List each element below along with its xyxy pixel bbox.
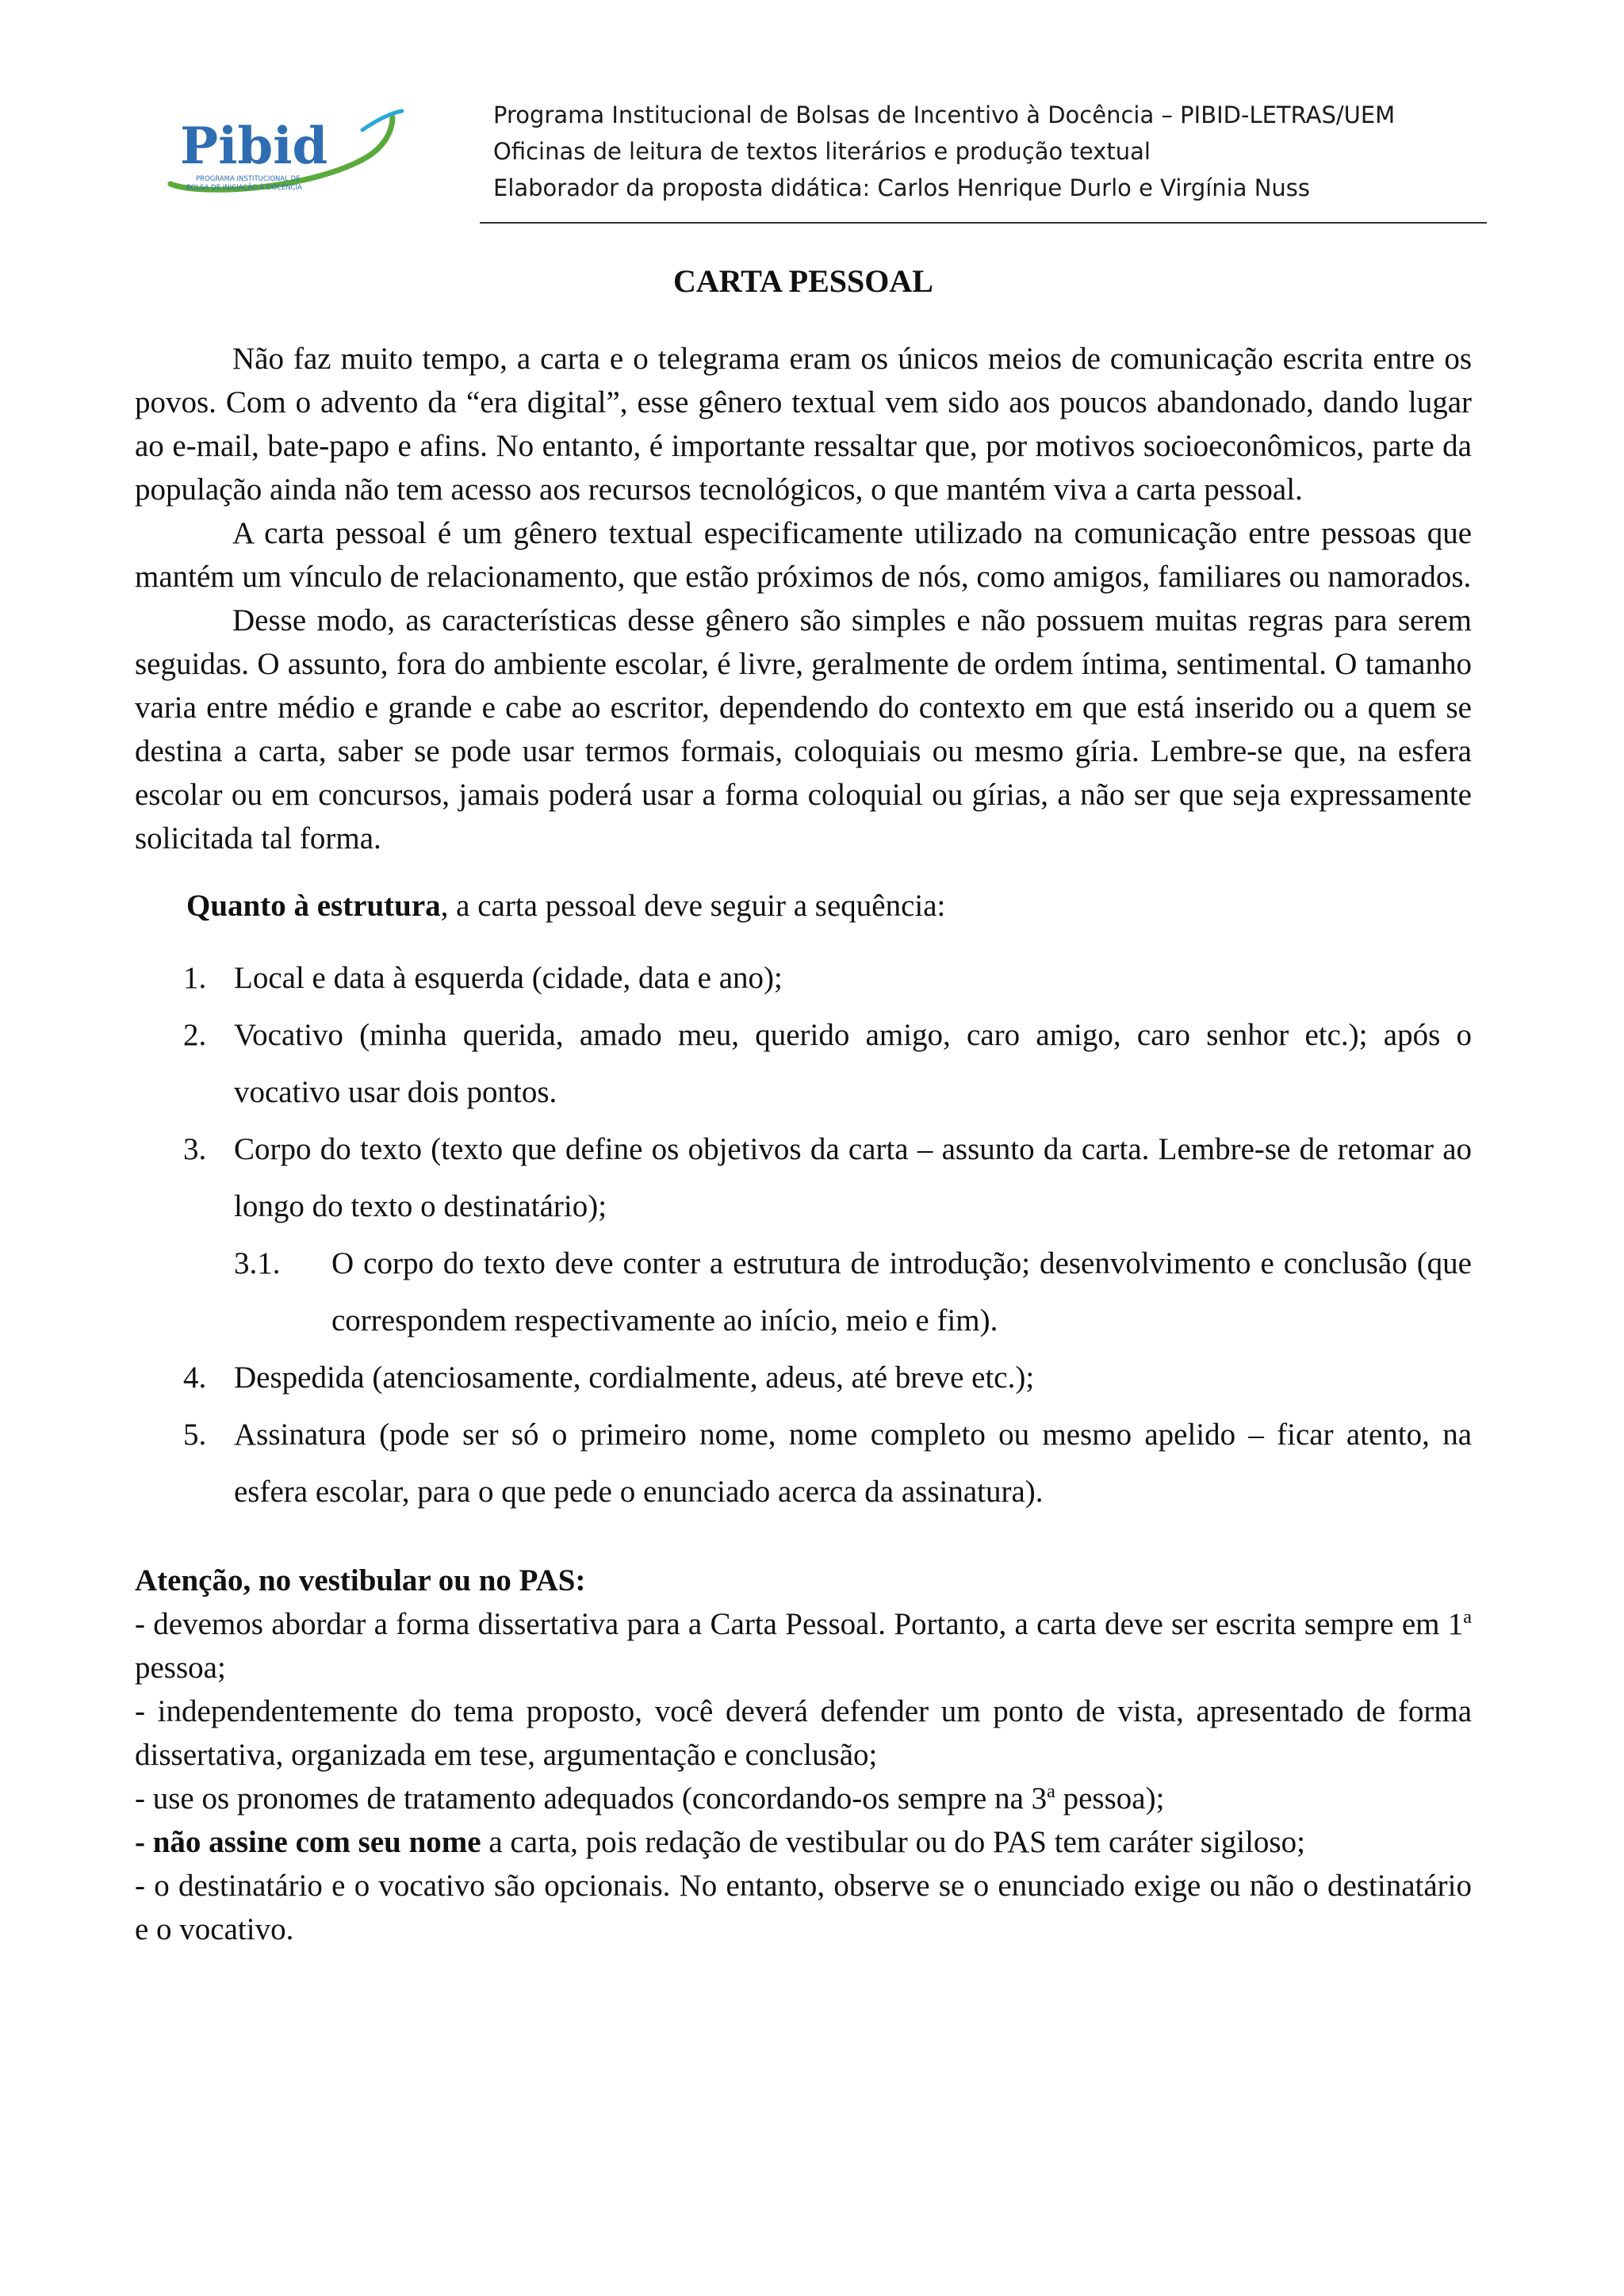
attention-item-1-sup: a: [1463, 1606, 1472, 1628]
attention-item-1-end: pessoa;: [135, 1651, 226, 1685]
paragraph-1: Não faz muito tempo, a carta e o telegrama eram os únicos meios de comunicação escrita entre os povos. Com o advento da “era digital”, esse gênero textual vem sido aos poucos abandonado, dando lugar ao e-mail, bate-papo e afins. No entanto, é importante ressaltar que, por motivos socioeconômicos, parte da população ainda não tem acesso aos recursos tecnológicos, o que mantém viva a carta pessoal.: [135, 342, 1472, 507]
list-item-text: Despedida (atenciosamente, cordialmente, adeus, até breve etc.);: [234, 1360, 1035, 1395]
list-item-text: Local e data à esquerda (cidade, data e ano);: [234, 961, 783, 995]
list-subitem: [135, 1235, 1472, 1349]
logo-subtitle-2: BOLSA DE INICIAÇÃO À DOCÊNCIA: [186, 184, 302, 192]
structure-intro-bold: Quanto à estrutura: [186, 889, 441, 923]
logo-subtitle-1: PROGRAMA INSTITUCIONAL DE: [196, 175, 301, 183]
list-item-text: Vocativo (minha querida, amado meu, querido amigo, caro amigo, caro senhor etc.); após o vocativo usar dois pontos.: [234, 1018, 1472, 1109]
list-item: [135, 950, 1472, 1007]
logo-wordmark: Pibid: [180, 117, 328, 176]
attention-item-3-text: - use os pronomes de tratamento adequados (concordando-os sempre na 3: [135, 1781, 1048, 1816]
page-header: [493, 97, 1492, 206]
header-program: Programa Institucional de Bolsas de Incentivo à Docência – PIBID-LETRAS/UEM: [493, 101, 1396, 128]
attention-item-3-end: pessoa);: [1055, 1781, 1165, 1816]
list-item-text: Assinatura (pode ser só o primeiro nome, nome completo ou mesmo apelido – ficar atento, na esfera escolar, para o que pede o enunciado acerca da assinatura).: [234, 1418, 1472, 1509]
structure-intro: [186, 884, 1472, 928]
list-item-text: Corpo do texto (texto que define os objetivos da carta – assunto da carta. Lembre-se de retomar ao longo do texto o destinatário);: [234, 1132, 1472, 1223]
structure-list: [135, 950, 1472, 1521]
header-workshop: Oficinas de leitura de textos literários e produção textual: [493, 138, 1151, 165]
document-body: [135, 258, 1472, 1951]
list-item-number: 1.: [183, 961, 207, 995]
attention-item-4-bold: - não assine com seu nome: [135, 1825, 481, 1859]
list-item-text: O corpo do texto deve conter a estrutura de introdução; desenvolvimento e conclusão (que correspondem respectivamente ao início, meio e fim).: [331, 1246, 1472, 1337]
paragraph-2: A carta pessoal é um gênero textual especificamente utilizado na comunicação entre pessoas que mantém um vínculo de relacionamento, que estão próximos de nós, como amigos, familiares ou namorados.: [135, 516, 1472, 594]
attention-item-2: - independentemente do tema proposto, você deverá defender um ponto de vista, apresentado de forma dissertativa, organizada em tese, argumentação e conclusão;: [135, 1694, 1472, 1772]
attention-title: Atenção, no vestibular ou no PAS:: [135, 1563, 586, 1598]
structure-intro-rest: , a carta pessoal deve seguir a sequência:: [440, 889, 946, 923]
attention-item-4: [135, 1820, 1472, 1864]
attention-section: [135, 1559, 1472, 1951]
list-item: [135, 1349, 1472, 1406]
attention-item-3-sup: a: [1047, 1781, 1055, 1802]
pibid-logo: [155, 101, 416, 209]
list-item-number: 3.1.: [234, 1246, 281, 1280]
header-authors: Elaborador da proposta didática: Carlos Henrique Durlo e Virgínia Nuss: [493, 174, 1311, 201]
paragraph-3: Desse modo, as características desse gênero são simples e não possuem muitas regras para serem seguidas. O assunto, fora do ambiente escolar, é livre, geralmente de ordem íntima, sentimental. O tamanho varia entre médio e grande e cabe ao escritor, dependendo do contexto em que está inserido ou a quem se destina a carta, saber se pode usar termos formais, coloquiais ou mesmo gíria. Lembre-se que, na esfera escolar ou em concursos, jamais poderá usar a forma coloquial ou gírias, a não ser que seja expressamente solicitada tal forma.: [135, 603, 1472, 855]
attention-item-1-text: - devemos abordar a forma dissertativa para a Carta Pessoal. Portanto, a carta deve ser escrita sempre em 1: [135, 1607, 1464, 1641]
list-item-number: 4.: [183, 1360, 207, 1395]
header-divider: [480, 222, 1487, 224]
list-item: [135, 1007, 1472, 1121]
document-title: CARTA PESSOAL: [673, 263, 933, 299]
list-item-number: 5.: [183, 1418, 207, 1452]
attention-item-5: - o destinatário e o vocativo são opcionais. No entanto, observe se o enunciado exige ou não o destinatário e o vocativo.: [135, 1869, 1472, 1946]
list-item: [135, 1406, 1472, 1521]
list-item-number: 2.: [183, 1018, 207, 1052]
list-item: [135, 1121, 1472, 1235]
attention-item-4-text: a carta, pois redação de vestibular ou do PAS tem caráter sigiloso;: [481, 1825, 1305, 1859]
attention-item-3: [135, 1777, 1472, 1820]
attention-item-1: [135, 1602, 1472, 1689]
list-item-number: 3.: [183, 1132, 207, 1166]
